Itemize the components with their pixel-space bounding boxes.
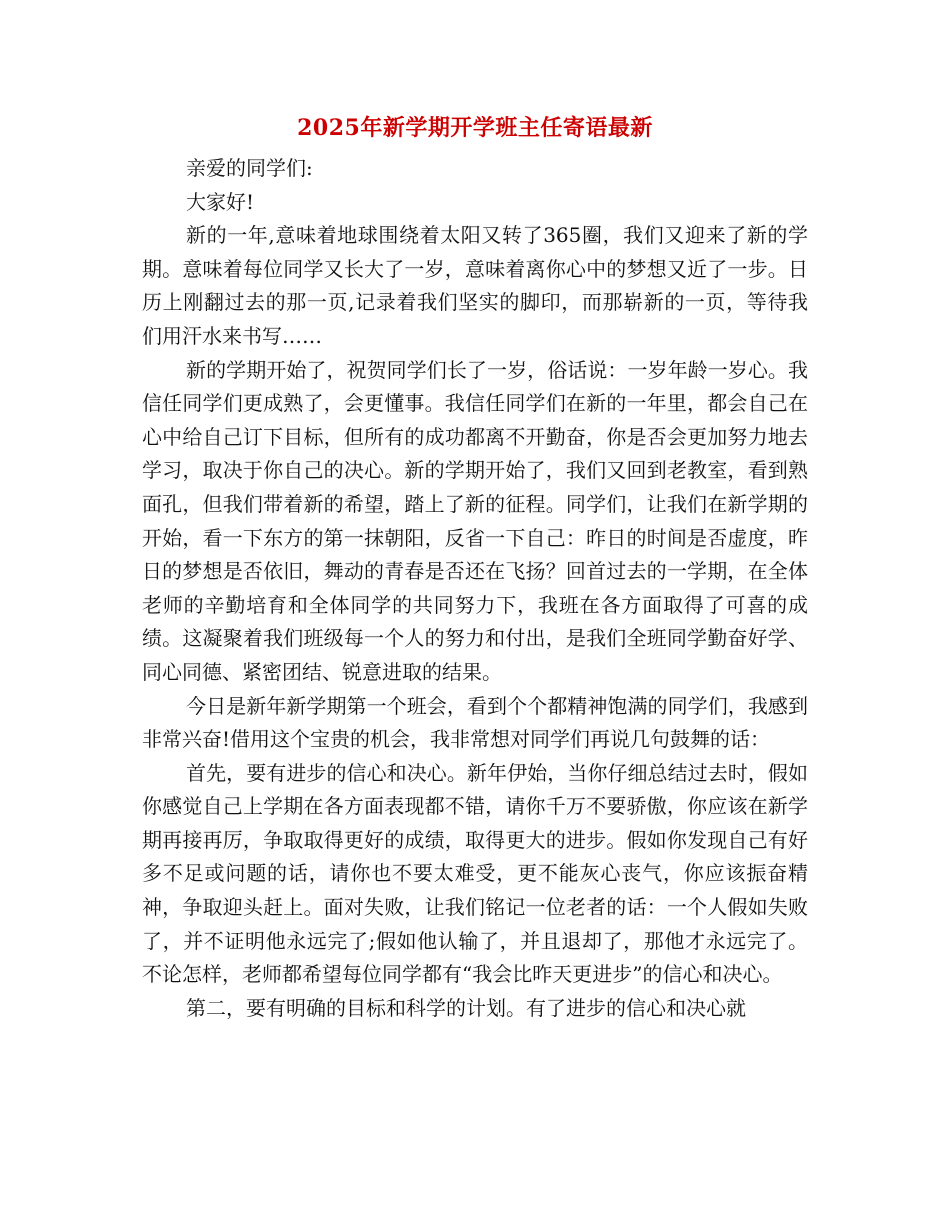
paragraph: 首先，要有进步的信心和决心。新年伊始，当你仔细总结过去时，假如你感觉自己上学期在各方面表现都不错，请你千万不要骄傲，你应该在新学期再接再厉，争取取得更好的成绩，取得更大的进步。假如你发现自己有好多不足或问题的话，请你也不要太难受，更不能灰心丧气，你应该振奋精神，争取迎头赶上。面对失败，让我们铭记一位老者的话：一个人假如失败了，并不证明他永远完了;假如他认输了，并且退却了，那他才永远完了。不论怎样，老师都希望每位同学都有“我会比昨天更进步”的信心和决心。	[142, 760, 808, 987]
paragraph: 新的一年,意味着地球围绕着太阳又转了365圈，我们又迎来了新的学期。意味着每位同学又长大了一岁，意味着离你心中的梦想又近了一步。日历上刚翻过去的那一页,记录着我们坚实的脚印，而那崭新的一页，等待我们用汗水来书写……	[142, 223, 808, 348]
document-body	[142, 152, 808, 1025]
paragraph: 今日是新年新学期第一个班会，看到个个都精神饱满的同学们，我感到非常兴奋!借用这个宝贵的机会，我非常想对同学们再说几句鼓舞的话：	[142, 693, 808, 752]
greeting: 大家好!	[186, 189, 255, 214]
salutation: 亲爱的同学们:	[186, 156, 313, 180]
paragraph: 新的学期开始了，祝贺同学们长了一岁，俗话说：一岁年龄一岁心。我信任同学们更成熟了，会更懂事。我信任同学们在新的一年里，都会自己在心中给自己订下目标，但所有的成功都离不开勤奋，你是否会更加努力地去学习，取决于你自己的决心。新的学期开始了，我们又回到老教室，看到熟面孔，但我们带着新的希望，踏上了新的征程。同学们，让我们在新学期的开始，看一下东方的第一抹朝阳，反省一下自己：昨日的时间是否虚度，昨日的梦想是否依旧，舞动的青春是否还在飞扬？回首过去的一学期，在全体老师的辛勤培育和全体同学的共同努力下，我班在各方面取得了可喜的成绩。这凝聚着我们班级每一个人的努力和付出，是我们全班同学勤奋好学、同心同德、紧密团结、锐意进取的结果。	[142, 357, 808, 684]
paragraph: 第二，要有明确的目标和科学的计划。有了进步的信心和决心就	[186, 995, 746, 1020]
document-title: 2025年新学期开学班主任寄语最新	[297, 115, 653, 141]
